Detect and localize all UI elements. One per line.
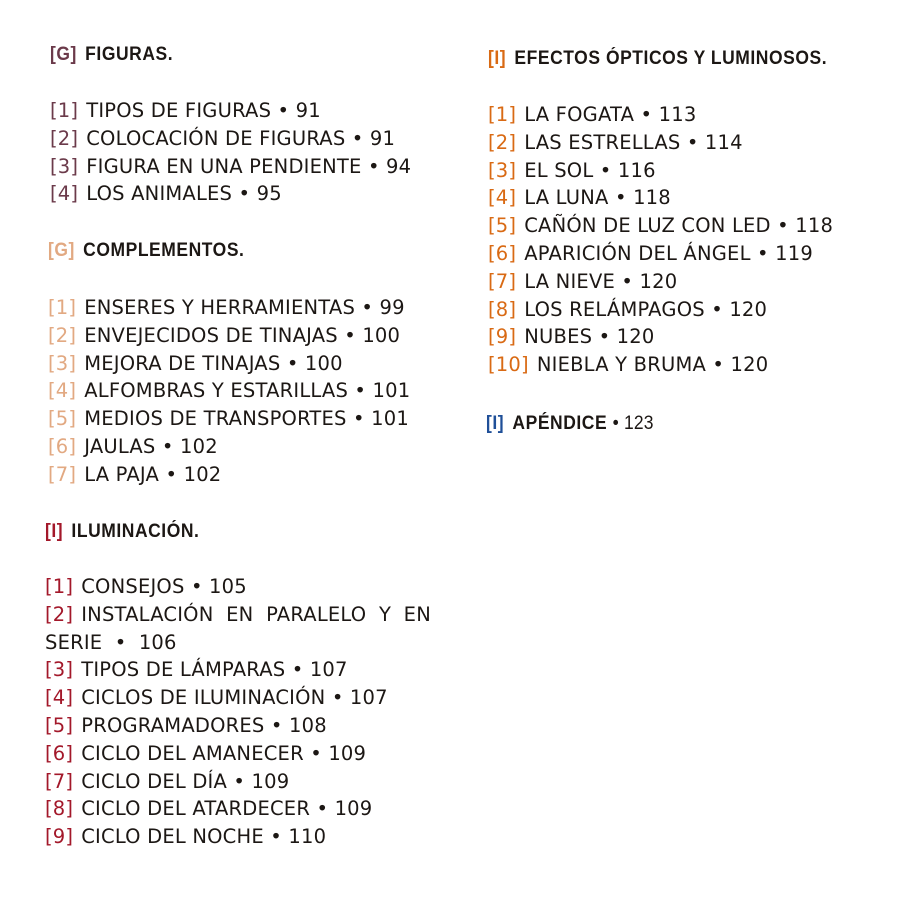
section-efectos	[488, 48, 857, 379]
list-item[interactable]: [3] MEJORA DE TINAJAS • 100	[48, 351, 343, 375]
section-title: COMPLEMENTOS.	[83, 240, 245, 261]
list-item[interactable]: [2] ENVEJECIDOS DE TINAJAS • 100	[48, 323, 401, 347]
section-tag: [I]	[488, 48, 507, 69]
list-item[interactable]: [2] COLOCACIÓN DE FIGURAS • 91	[50, 126, 396, 150]
list-item[interactable]: [7] CICLO DEL DÍA • 109	[45, 769, 290, 793]
section-iluminacion	[45, 521, 431, 851]
list-item[interactable]: [7] LA PAJA • 102	[48, 462, 222, 486]
page-reference: • 123	[612, 413, 654, 434]
section-title: FIGURAS.	[85, 44, 174, 65]
list-item[interactable]: [3] EL SOL • 116	[488, 158, 656, 182]
list-item[interactable]: [4] LOS ANIMALES • 95	[50, 182, 282, 206]
section-complementos	[48, 240, 410, 489]
section-tag: [G]	[48, 240, 75, 261]
list-item[interactable]: [1] CONSEJOS • 105	[45, 575, 247, 598]
section-title: EFECTOS ÓPTICOS Y LUMINOSOS.	[514, 48, 828, 69]
list-item[interactable]: [1] LA FOGATA • 113	[488, 103, 697, 126]
list-item[interactable]: [2] LAS ESTRELLAS • 114	[488, 130, 743, 154]
list-item[interactable]: [5] CAÑÓN DE LUZ CON LED • 118	[488, 214, 834, 238]
section-title: ILUMINACIÓN.	[71, 521, 200, 542]
list-item[interactable]: [4] ALFOMBRAS Y ESTARILLAS • 101	[48, 379, 411, 403]
section-apendice	[486, 413, 668, 435]
list-item[interactable]: [10] NIEBLA Y BRUMA • 120	[488, 353, 769, 377]
list-item[interactable]: [1] TIPOS DE FIGURAS • 91	[50, 99, 321, 122]
section-heading-apendice[interactable]	[486, 413, 654, 435]
list-item[interactable]: [5] PROGRAMADORES • 108	[45, 713, 327, 737]
section-figuras	[50, 44, 411, 208]
list-item[interactable]: [6] JAULAS • 102	[48, 434, 218, 458]
list-item[interactable]: [9] CICLO DEL NOCHE • 110	[45, 825, 327, 849]
section-heading-efectos	[488, 48, 827, 70]
list-item[interactable]: [8] CICLO DEL ATARDECER • 109	[45, 797, 373, 821]
list-item[interactable]: [6] APARICIÓN DEL ÁNGEL • 119	[488, 241, 813, 265]
list-item[interactable]: [6] CICLO DEL AMANECER • 109	[45, 741, 367, 765]
list-item[interactable]: [3] FIGURA EN UNA PENDIENTE • 94	[50, 154, 412, 178]
section-tag: [I]	[486, 413, 505, 434]
item-list	[488, 101, 857, 379]
section-heading-complementos	[48, 240, 381, 262]
section-title: APÉNDICE	[512, 413, 608, 434]
list-item[interactable]: [5] MEDIOS DE TRANSPORTES • 101	[48, 407, 409, 431]
list-item[interactable]: [4] LA LUNA • 118	[488, 186, 671, 210]
list-item[interactable]: [3] TIPOS DE LÁMPARAS • 107	[45, 658, 348, 682]
list-item[interactable]: [2] INSTALACIÓN EN PARALELO Y EN SERIE • 106	[45, 602, 431, 654]
list-item[interactable]: [9] NUBES • 120	[488, 325, 655, 349]
item-list	[45, 573, 431, 851]
list-item[interactable]: [4] CICLOS DE ILUMINACIÓN • 107	[45, 686, 388, 710]
section-tag: [G]	[50, 44, 77, 65]
section-tag: [I]	[45, 521, 64, 542]
list-item[interactable]: [1] ENSERES Y HERRAMIENTAS • 99	[48, 296, 405, 319]
item-list	[48, 294, 410, 489]
item-list	[50, 97, 411, 208]
list-item[interactable]: [7] LA NIEVE • 120	[488, 269, 678, 293]
section-heading-iluminacion	[45, 521, 400, 543]
section-heading-figuras	[50, 44, 382, 66]
list-item[interactable]: [8] LOS RELÁMPAGOS • 120	[488, 297, 768, 321]
